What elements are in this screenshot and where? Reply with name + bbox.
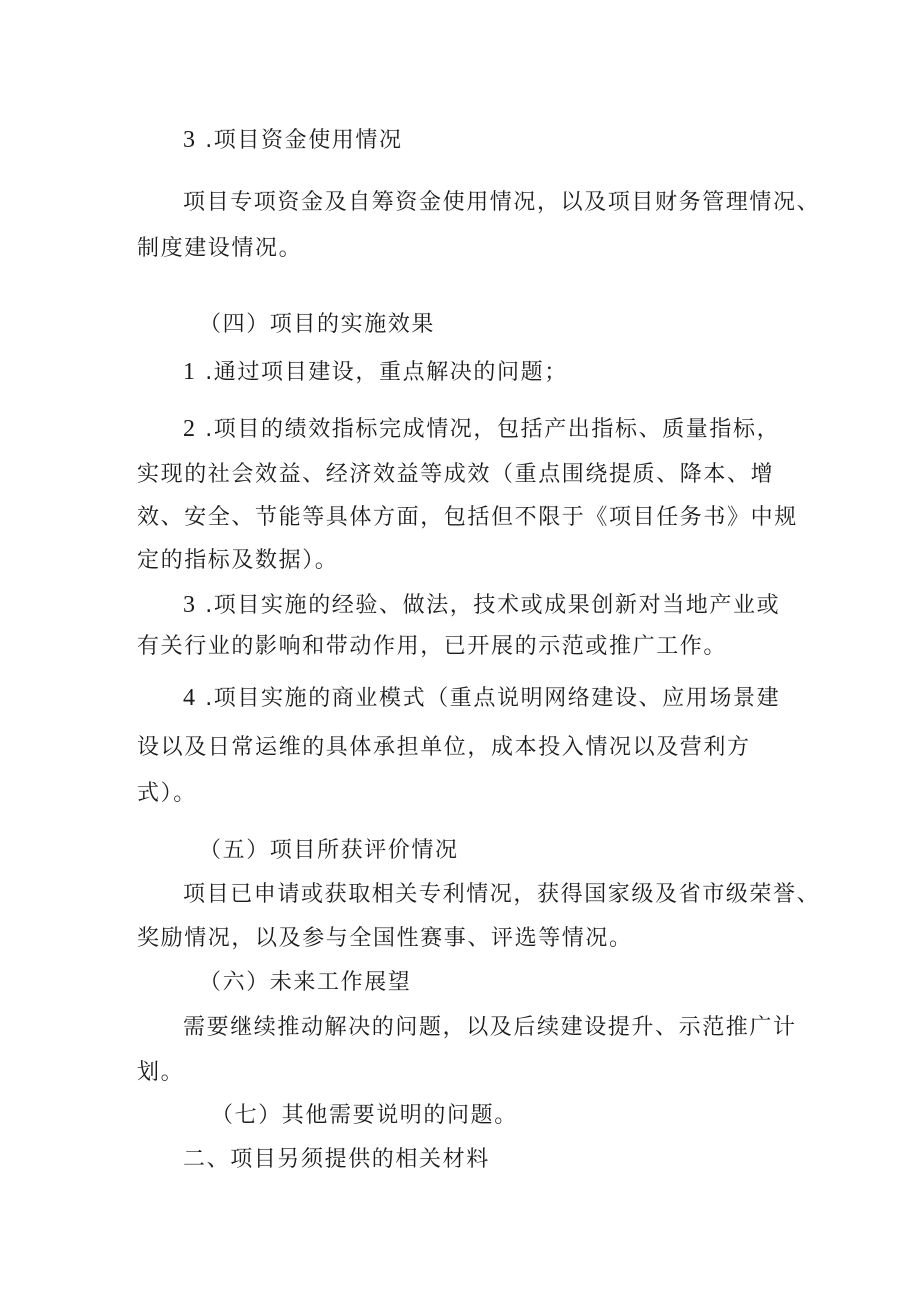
section-3-heading — [183, 125, 403, 156]
section-4-item-2-line-1 — [183, 414, 780, 445]
section-4-item-2-line-2: 实现的社会效益、经济效益等成效（重点围绕提质、降本、增 — [137, 462, 775, 487]
section-4-item-2-line-3: 效、安全、节能等具体方面，包括但不限于《项目任务书》中规 — [137, 505, 798, 530]
item-3-number: 3 — [183, 592, 197, 618]
section-5-body-line-1: 项目已申请或获取相关专利情况，获得国家级及省市级荣誉、 — [183, 882, 821, 907]
section-4-item-4-line-1 — [183, 683, 780, 714]
section-4-item-1 — [183, 357, 568, 388]
item-1-text: .通过项目建设，重点解决的问题； — [205, 360, 568, 385]
item-1-number: 1 — [183, 359, 197, 385]
section-4-item-3-line-1 — [183, 590, 780, 621]
section-4-item-3-line-2: 有关行业的影响和带动作用，已开展的示范或推广工作。 — [137, 634, 728, 659]
section-5-body-line-2: 奖励情况，以及参与全国性赛事、评选等情况。 — [137, 926, 633, 951]
item-2-text: .项目的绩效指标完成情况，包括产出指标、质量指标， — [205, 417, 781, 442]
item-4-text: .项目实施的商业模式（重点说明网络建设、应用场景建 — [205, 686, 781, 711]
section-3-number: 3 — [183, 127, 197, 153]
section-3-title: .项目资金使用情况 — [205, 128, 403, 153]
section-6-heading: （六）未来工作展望 — [199, 970, 412, 995]
section-4-item-4-line-2: 设以及日常运维的具体承担单位，成本投入情况以及营利方 — [137, 735, 751, 760]
section-7-heading: （七）其他需要说明的问题。 — [211, 1103, 518, 1128]
item-3-text: .项目实施的经验、做法，技术或成果创新对当地产业或 — [205, 593, 781, 618]
part-2-heading: 二、项目另须提供的相关材料 — [183, 1147, 490, 1172]
section-4-item-2-line-4: 定的指标及数据）。 — [137, 548, 339, 573]
section-3-body-line-2: 制度建设情况。 — [137, 236, 303, 261]
section-4-item-4-line-3: 式）。 — [137, 781, 197, 806]
section-3-body-line-1: 项目专项资金及自筹资金使用情况，以及项目财务管理情况、 — [183, 190, 821, 215]
section-5-heading: （五）项目所获评价情况 — [199, 838, 459, 863]
section-6-body-line-2: 划。 — [137, 1060, 185, 1085]
item-2-number: 2 — [183, 416, 197, 442]
section-6-body-line-1: 需要继续推动解决的问题，以及后续建设提升、示范推广计 — [183, 1015, 797, 1040]
section-4-heading: （四）项目的实施效果 — [199, 312, 436, 337]
item-4-number: 4 — [183, 685, 197, 711]
